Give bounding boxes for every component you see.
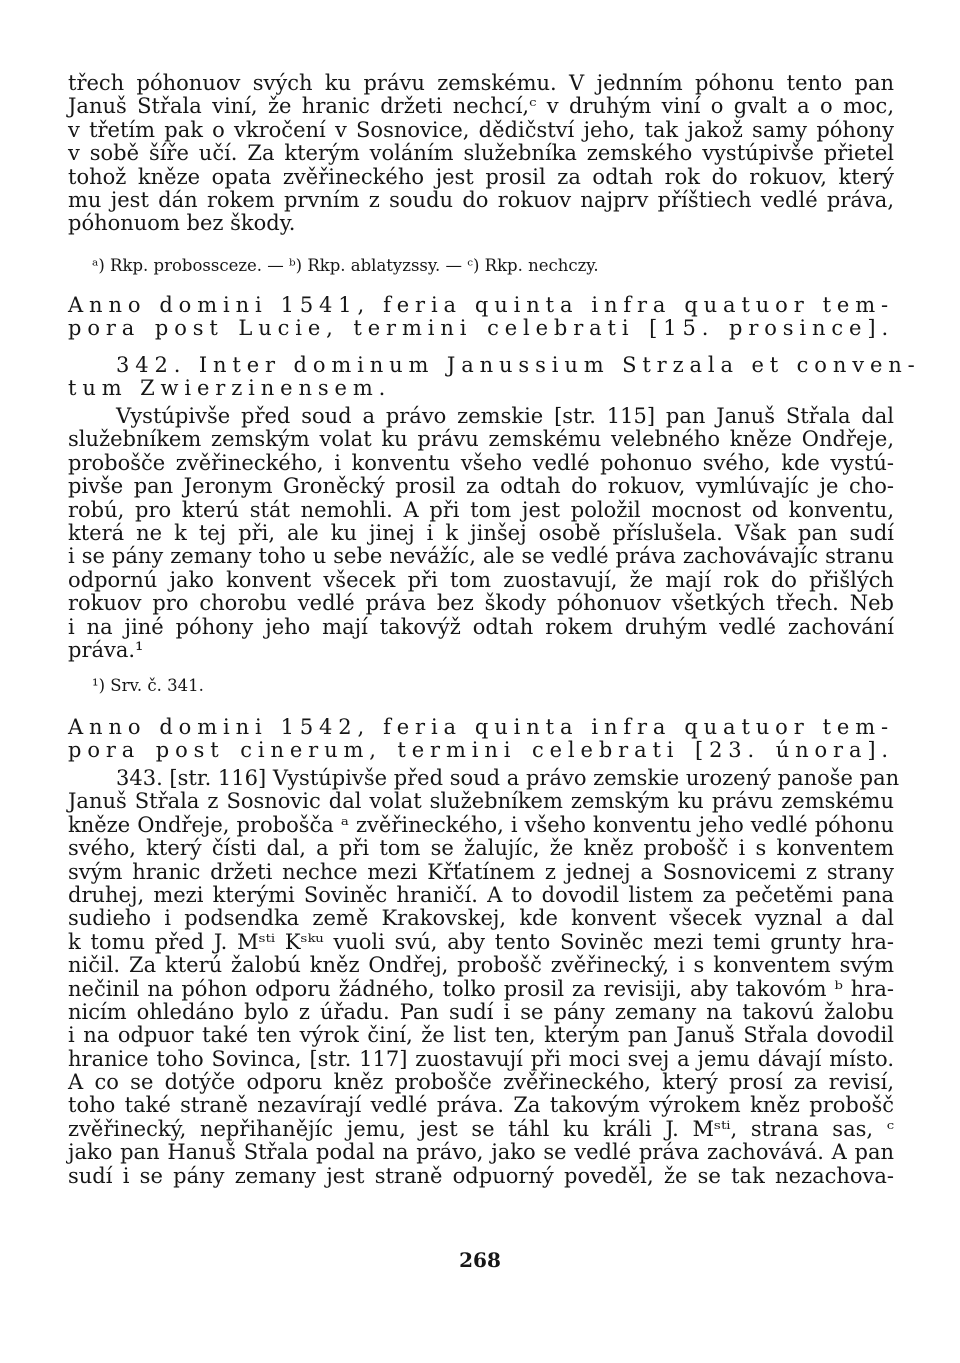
footnote-341-ref — [68, 676, 894, 696]
text-line: tum Zwierzinensem. — [68, 376, 392, 401]
text-line: tohož kněze opata zvěřineckého jest prosil za odtah rok do rokuov, který — [68, 164, 894, 189]
text-line: i na jiné póhony jeho mají takovýž odtah rokem druhým vedlé zachování — [68, 614, 894, 639]
footnotes-abc — [68, 256, 894, 276]
entry-343-body — [68, 766, 900, 1188]
text-line: nicím ohledáno bylo z úřadu. Pan sudí i se pány zemany na takovú žalobu — [68, 999, 894, 1024]
text-line: 342. Inter dominum Janussium Strzala et conven- — [116, 353, 921, 377]
text-line: sudí i se pány zemany jest straně odpuorný poveděl, že se tak nezachova- — [68, 1163, 894, 1188]
text-line: odpornú jako konvent všecek při tom zuostavují, že mají rok do přišlých — [68, 567, 894, 592]
session-heading-1541 — [68, 294, 894, 341]
text-line: ᵃ) Rkp. probossceze. — ᵇ) Rkp. ablatyzssy. — ᶜ) Rkp. nechczy. — [92, 256, 599, 275]
text-line: póhonuom bez škody. — [68, 211, 296, 236]
page-number: 268 — [459, 1248, 501, 1272]
text-line: toho také straně nezavírají vedlé práva. Za takovým výrokem kněz probošč — [68, 1093, 894, 1118]
text-line: probošče zvěřineckého, i konventu všeho vedlé pohonuo svého, kde vystú- — [68, 450, 894, 475]
entry-342-body — [68, 405, 894, 662]
text-line: rokuov pro chorobu vedlé práva bez škody póhonuov všetkých třech. Neb — [68, 591, 894, 616]
text-line: Januš Střala viní, že hranic držeti nechcí,ᶜ v druhým viní o gvalt a o moc, — [68, 94, 894, 119]
text-line: kněze Ondřeje, probošča ᵃ zvěřineckého, i všeho konventu jeho vedlé póhonu — [68, 812, 894, 837]
text-line: i se pány zemany toho u sebe nevážíc, ale se vedlé práva zachovávajíc stranu — [68, 544, 894, 569]
text-line: Anno domini 1541, feria quinta infra quatuor tem- — [68, 293, 894, 317]
text-line: práva.¹ — [68, 637, 144, 662]
text-line: robú, pro kterú stát nemohli. A při tom jest položil mocnost od konventu, — [68, 497, 894, 522]
text-line: pora post cinerum, termini celebrati [23. února]. — [68, 738, 894, 763]
text-line: Januš Střala z Sosnovic dal volat služebníkem zemským ku právu zemskému — [68, 789, 894, 814]
session-heading-1542 — [68, 716, 894, 763]
text-line: jako pan Hanuš Střala podal na právo, jako se vedlé práva zachovává. A pan — [68, 1140, 894, 1165]
text-line: ničil. Za kterú žalobú kněz Ondřej, probošč zvěřinecký, i s konventem svým — [68, 953, 894, 978]
text-line: druhej, mezi kterými Soviněc hraničí. A to dovodil listem za pečetěmi pana — [68, 882, 894, 907]
text-line: k tomu před J. Mˢᵗⁱ Kˢᵏᵘ vuoli svú, aby tento Soviněc mezi temi grunty hra- — [68, 929, 894, 954]
text-line: třech póhonuov svých ku právu zemskému. V jednním póhonu tento pan — [68, 71, 894, 95]
entry-342-title — [68, 353, 921, 401]
text-line: sudieho i podsendka země Krakovskej, kde konvent všecek vyznal a dal — [68, 906, 894, 931]
text-line: zvěřinecký, nepřihanějíc jemu, jest se táhl ku králi J. Mˢᵗⁱ, strana sas, ᶜ — [68, 1116, 894, 1141]
text-line: v třetím pak o vkročení v Sosnovice, dědičství jeho, tak jakož samy póhony — [68, 117, 894, 142]
text-line: Vystúpivše před soud a právo zemskie [str. 115] pan Januš Střala dal — [116, 404, 894, 428]
text-line: hranice toho Sovinca, [str. 117] zuostavují při moci svej a jemu dávají místo. — [68, 1046, 894, 1071]
text-line: pivše pan Jeronym Groněcký prosil za odtah do rokuov, vymlúvajíc je cho- — [68, 474, 894, 499]
text-line: nečinil na póhon odporu žádného, tolko prosil za revisiji, aby takovóm ᵇ hra- — [68, 976, 894, 1001]
text-line: 343. [str. 116] Vystúpivše před soud a právo zemskie urozený panoše pan — [116, 766, 900, 790]
text-line: v sobě šíře učí. Za kterým voláním služebníka zemského vystúpivše přietel — [68, 141, 894, 166]
text-line: mu jest dán rokem prvním z soudu do rokuov najprv příštiech vedlé práva, — [68, 187, 894, 212]
text-line: svým hranic držeti nechce mezi Křťatínem z jednej a Sosnovicemi z strany — [68, 859, 894, 884]
text-line: ¹) Srv. č. 341. — [92, 676, 204, 695]
text-line: pora post Lucie, termini celebrati [15. prosince]. — [68, 316, 894, 341]
text-line: svého, který čísti dal, a při tom se žalujíc, že kněz probošč i s konventem — [68, 836, 894, 861]
paragraph-continuation — [68, 72, 894, 236]
text-line: služebníkem zemským volat ku právu zemskému velebného kněze Ondřeje, — [68, 427, 894, 452]
text-line: Anno domini 1542, feria quinta infra quatuor tem- — [68, 715, 894, 739]
text-line: i na odpuor také ten výrok činí, že list ten, kterým pan Januš Střala dovodil — [68, 1023, 894, 1048]
text-line: A co se dotýče odporu kněz probošče zvěřineckého, který prosí za revisí, — [68, 1070, 894, 1095]
text-line: která ne k tej při, ale ku jinej i k jinšej osobě příslušela. Však pan sudí — [68, 520, 894, 545]
